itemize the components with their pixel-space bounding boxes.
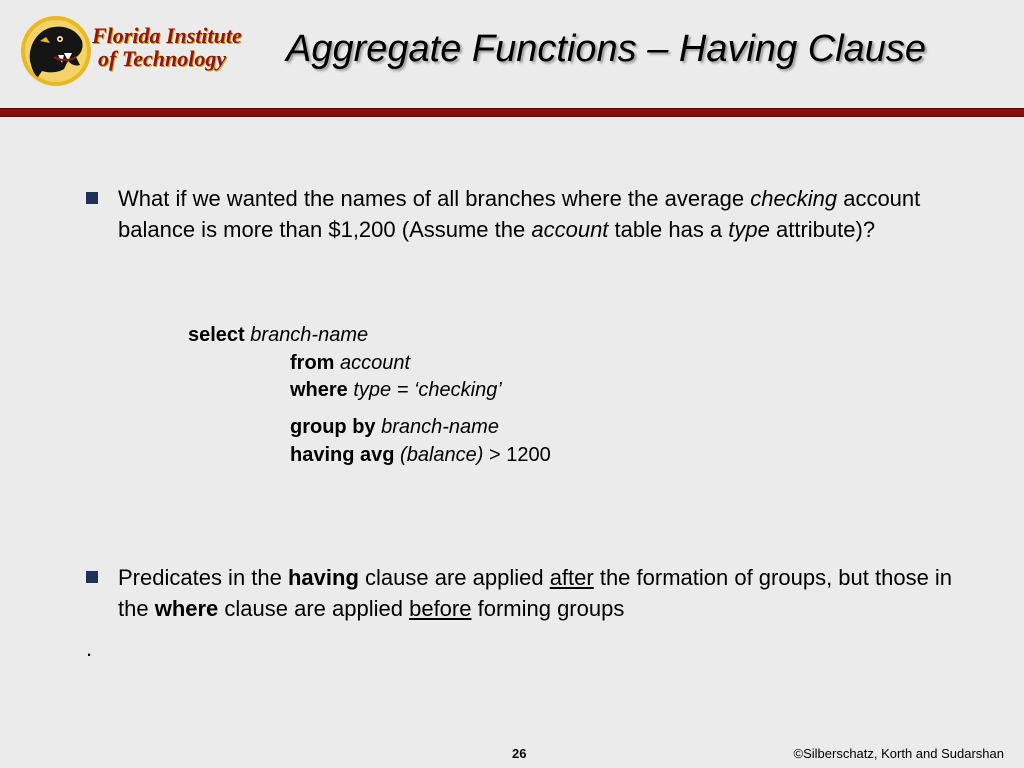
fit-logo: [20, 15, 255, 87]
page-number: 26: [512, 746, 527, 761]
trailing-period: .: [86, 636, 93, 661]
square-bullet-icon: [86, 192, 98, 204]
logo-line-1: Florida Institute: [92, 23, 242, 48]
header-divider: [0, 108, 1024, 117]
sql-from-line: [290, 350, 410, 377]
sql-keyword: where: [290, 379, 348, 401]
bullet-item-question: [86, 183, 986, 245]
sql-keyword: from: [290, 352, 335, 374]
sql-select-line: [188, 322, 368, 349]
bullet-text: Predicates in the having clause are applied after the formation of groups, but those in the where clause are applied before forming groups: [118, 565, 953, 621]
sql-keyword: having avg: [290, 444, 395, 466]
sql-value: type = ‘checking’: [353, 379, 502, 401]
logo-line-2: of Technology: [98, 46, 227, 71]
bullet-item-predicates: [86, 562, 966, 624]
sql-value: branch-name: [381, 416, 499, 438]
sql-keyword: group by: [290, 416, 376, 438]
sql-groupby-line: [290, 414, 499, 441]
sql-value: (balance): [400, 444, 484, 466]
logo-wordmark: [92, 24, 242, 70]
slide-title: Aggregate Functions – Having Clause: [286, 28, 927, 70]
sql-value: branch-name: [250, 324, 369, 346]
square-bullet-icon: [86, 571, 98, 583]
sql-value: account: [340, 352, 411, 374]
sql-keyword: select: [188, 324, 245, 346]
panther-icon: [20, 15, 92, 87]
copyright-notice: ©Silberschatz, Korth and Sudarshan: [793, 746, 1004, 761]
sql-comparison: > 1200: [483, 444, 551, 466]
sql-having-line: [290, 442, 551, 469]
sql-where-line: [290, 377, 502, 404]
slide-header: [0, 0, 1024, 108]
bullet-text: What if we wanted the names of all branches where the average checking account balance is more than $1,200 (Assume the account table has a type attribute)?: [118, 186, 921, 242]
